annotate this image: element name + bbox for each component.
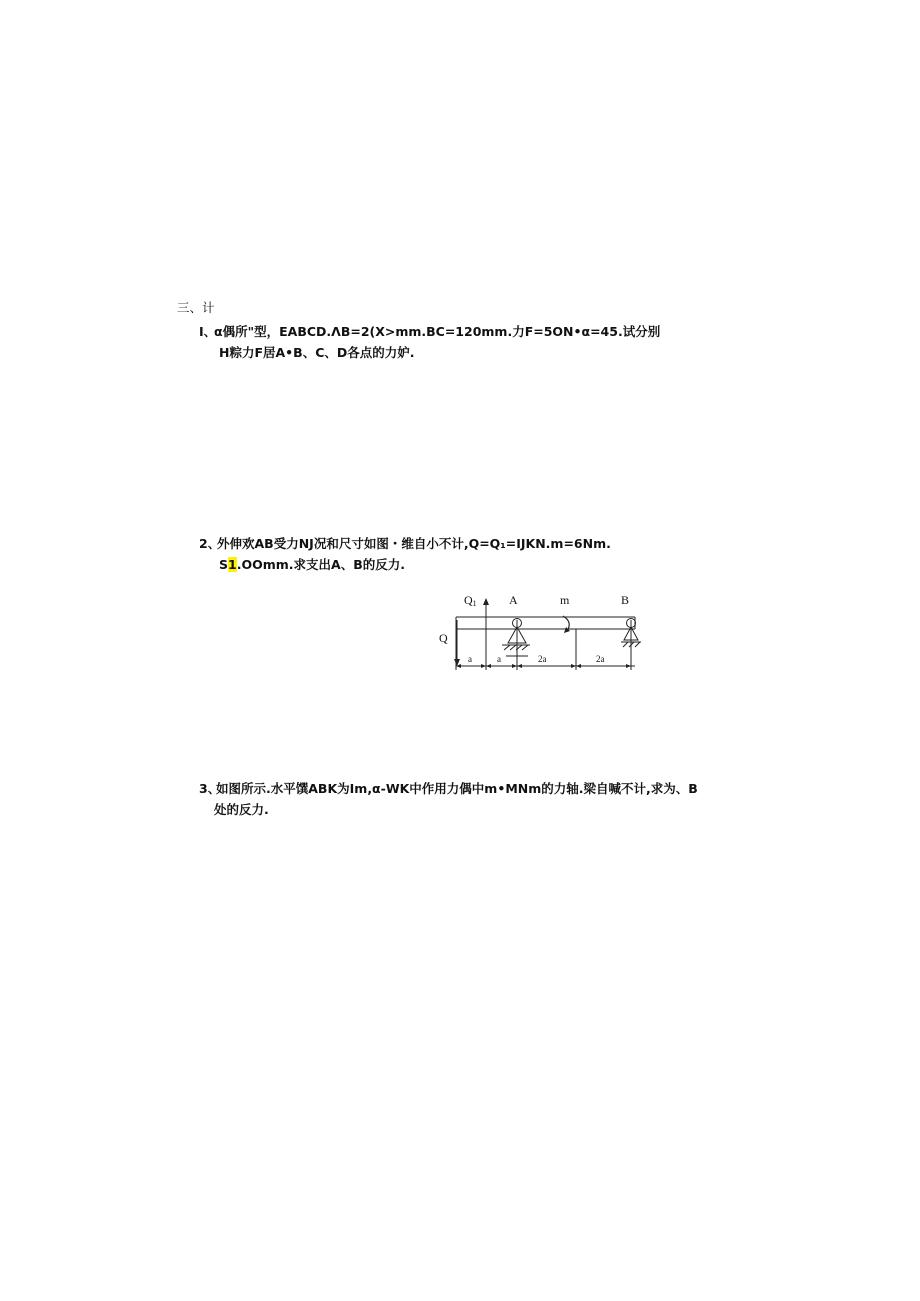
moment-m-symbol — [563, 616, 570, 633]
label-m: m — [560, 593, 570, 607]
problem-3-line-1: 如图所示.水平馔ABK为Im,α-WK中作用力偶中m•MNm的力轴.梁自喊不计,求为、B — [216, 781, 698, 796]
problem-2-line-2 — [219, 557, 405, 573]
problem-1-line-2: H粽力F居A•B、C、D各点的力妒. — [219, 345, 415, 360]
support-b-roller — [621, 619, 641, 671]
label-q1: Q1 — [464, 593, 477, 608]
label-b: B — [621, 593, 630, 607]
support-a-pin — [502, 619, 530, 671]
label-q: Q — [439, 631, 448, 645]
problem-1-line-1: α偶所"型，EABCD.ΛB=2(X>mm.BC=120mm.力F=5ON•α=45.试分别 — [214, 324, 661, 339]
section-heading: 三、计 — [177, 300, 215, 315]
label-a: A — [509, 593, 518, 607]
problem-2-line-2-start: S — [219, 557, 229, 572]
problem-1-number: I、 — [199, 324, 217, 339]
force-q-arrow — [454, 620, 460, 666]
problem-2-number: 2、 — [199, 536, 221, 551]
force-q1-arrow — [483, 598, 489, 670]
dimension-label-a-2: a — [497, 654, 501, 664]
beam-diagram — [430, 590, 670, 680]
dimension-label-a-1: a — [468, 654, 472, 664]
problem-2-line-1: 外伸欢AB受力NJ况和尺寸如图・维自小不计,Q=Q₁=IJKN.m=6Nm. — [217, 536, 611, 551]
problem-3-line-2: 处的反力. — [214, 802, 269, 817]
highlighted-digit: 1 — [228, 557, 237, 572]
dimension-label-2a-2: 2a — [596, 654, 605, 664]
problem-3-number: 3、 — [199, 781, 221, 796]
dimension-label-2a-1: 2a — [538, 654, 547, 664]
problem-2-line-2-rest: .OOmm.求支出A、B的反力. — [236, 557, 405, 572]
